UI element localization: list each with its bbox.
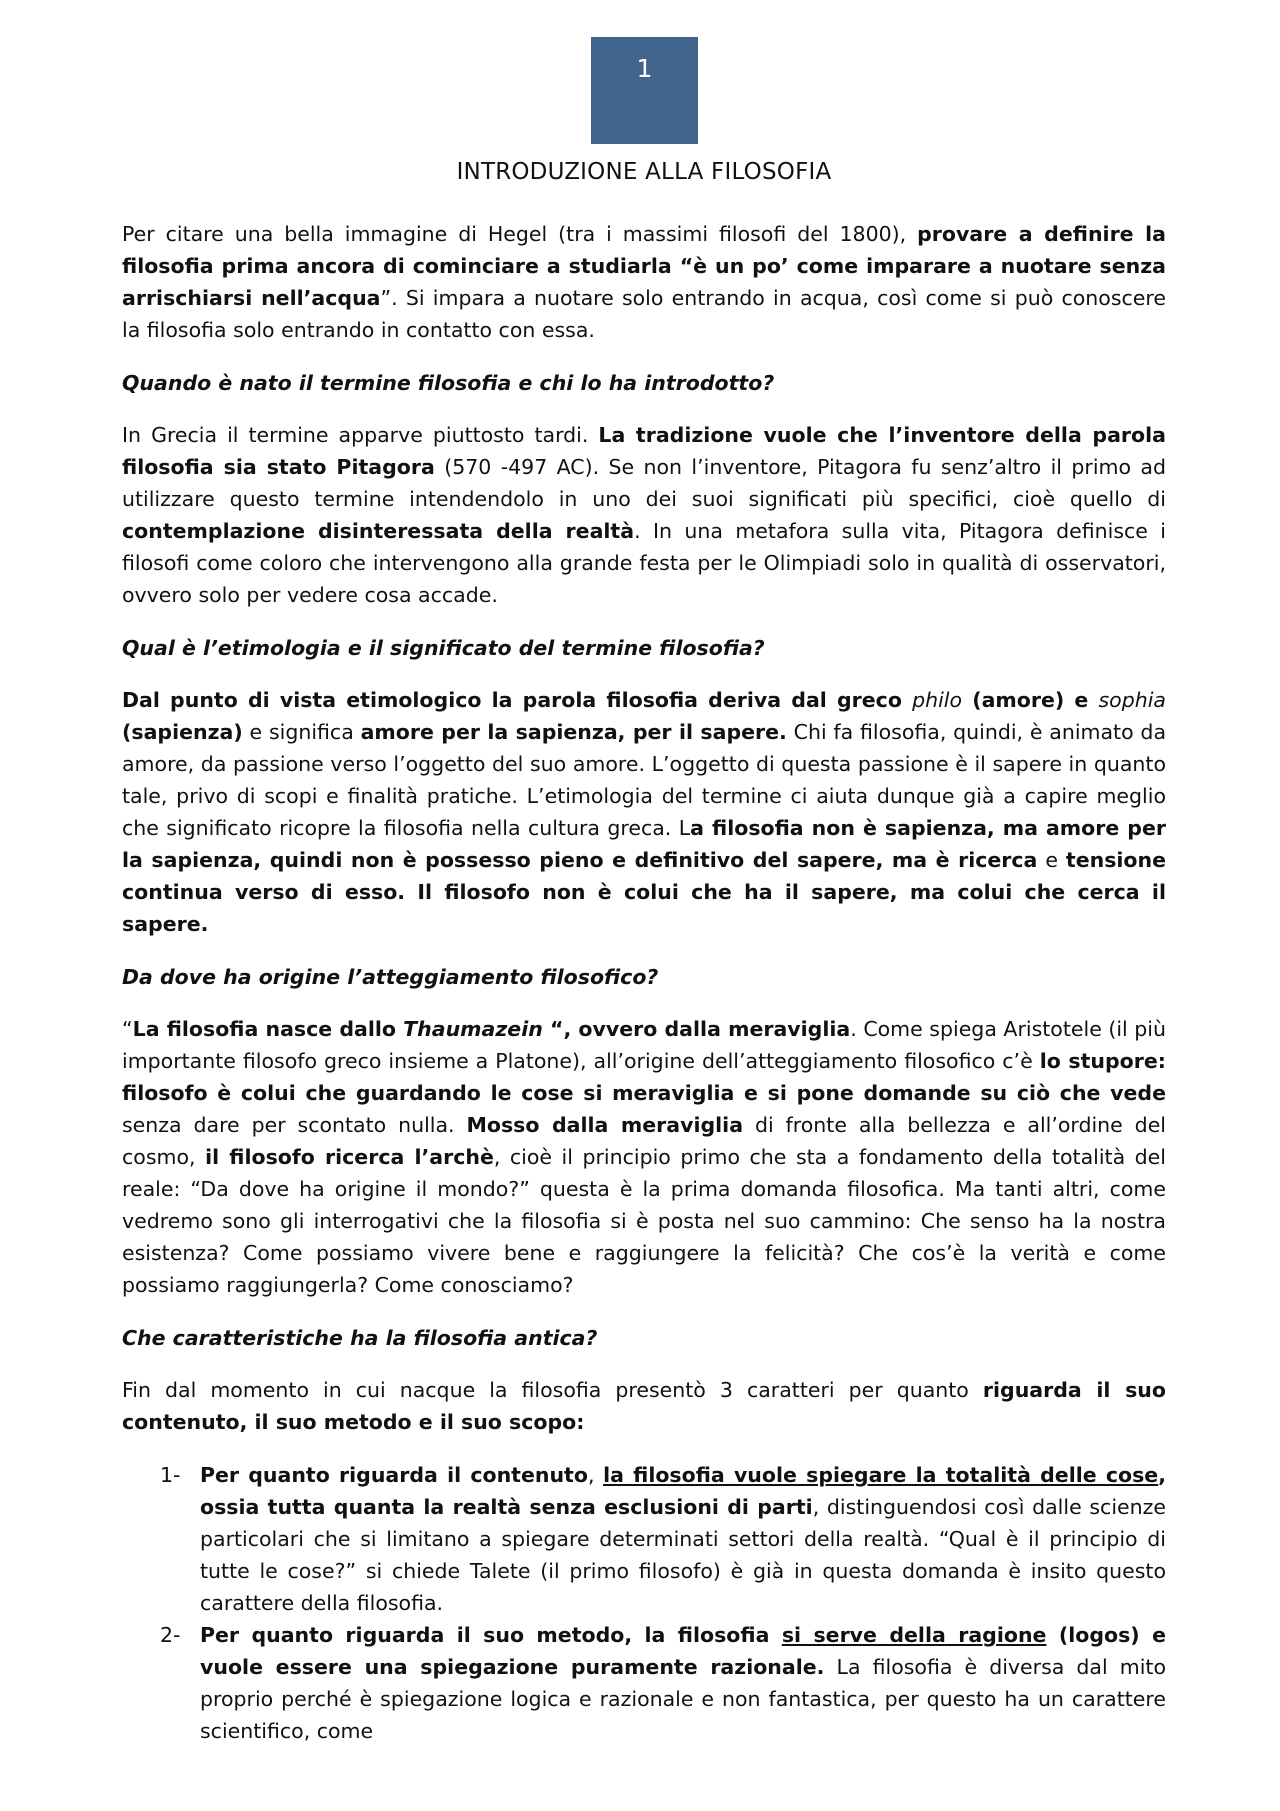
paragraph-pitagora: In Grecia il termine apparve piuttosto tardi. La tradizione vuole che l’inventore della parola filosofia sia stato Pitagora (570 -497 AC). Se non l’inventore, Pitagora fu senz’altro il primo ad utilizzare questo termine intendendolo in uno dei suoi significati più specifici, cioè quello di contemplazione disinteressata della realtà. In una metafora sulla vita, Pitagora definisce i filosofi come coloro che intervengono alla grande festa per le Olimpiadi solo in qualità di osservatori, ovvero solo per vedere cosa accade. bbox=[122, 423, 1166, 607]
list-item-content: 1- Per quanto riguarda il contenuto, la filosofia vuole spiegare la totalità delle cose, ossia tutta quanta la realtà senza esclusioni di parti, distinguendosi così dalle scienze particolari che si limitano a spiegare determinati settori della realtà. “Qual è il principio di tutte le cose?” si chiede Talete (il primo filosofo) è già in questa domanda è insito questo carattere della filosofia. bbox=[160, 1463, 1166, 1615]
question-origin-term: Quando è nato il termine filosofia e chi lo ha introdotto? bbox=[122, 371, 775, 395]
paragraph-hegel: Per citare una bella immagine di Hegel (tra i massimi filosofi del 1800), provare a definire la filosofia prima ancora di cominciare a studiarla “è un po’ come imparare a nuotare senza arrischiarsi nell’acqua”. Si impara a nuotare solo entrando in acqua, così come si può conoscere la filosofia solo entrando in contatto con essa. bbox=[122, 222, 1167, 342]
list-item-method: 2- Per quanto riguarda il suo metodo, la filosofia si serve della ragione (logos) e vuole essere una spiegazione puramente razionale. La filosofia è diversa dal mito proprio perché è spiegazione logica e razionale e non fantastica, per questo ha un carattere scientifico, come bbox=[160, 1623, 1166, 1743]
paragraph-thaumazein: “La filosofia nasce dallo Thaumazein “, ovvero dalla meraviglia. Come spiega Aristotele (il più importante filosofo greco insieme a Platone), all’origine dell’atteggiamento filosofico c’è lo stupore: filosofo è colui che guardando le cose si meraviglia e si pone domande su ciò che vede senza dare per scontato nulla. Mosso dalla meraviglia di fronte alla bellezza e all’ordine del cosmo, il filosofo ricerca l’archè, cioè il principio primo che sta a fondamento della totalità del reale: “Da dove ha origine il mondo?” questa è la prima domanda filosofica. Ma tanti altri, come vedremo sono gli interrogativi che la filosofia si è posta nel suo cammino: Che senso ha la nostra esistenza? Come possiamo vivere bene e raggiungere la felicità? Che cos’è la verità e come possiamo raggiungerla? Come conosciamo? bbox=[122, 1017, 1166, 1297]
characteristics-list bbox=[122, 1459, 1166, 1747]
document-body bbox=[122, 218, 1166, 1747]
question-ancient-characteristics: Che caratteristiche ha la filosofia antica? bbox=[122, 1326, 598, 1350]
question-etymology: Qual è l’etimologia e il significato del termine filosofia? bbox=[122, 636, 765, 660]
question-attitude-origin: Da dove ha origine l’atteggiamento filosofico? bbox=[122, 965, 659, 989]
document-title: INTRODUZIONE ALLA FILOSOFIA bbox=[456, 159, 832, 185]
page-number-box bbox=[591, 37, 698, 144]
paragraph-three-characters: Fin dal momento in cui nacque la filosofia presentò 3 caratteri per quanto riguarda il suo contenuto, il suo metodo e il suo scopo: bbox=[122, 1378, 1166, 1434]
page-number: 1 bbox=[636, 54, 653, 83]
paragraph-etymology: Dal punto di vista etimologico la parola filosofia deriva dal greco philo (amore) e sophia (sapienza) e significa amore per la sapienza, per il sapere. Chi fa filosofia, quindi, è animato da amore, da passione verso l’oggetto del suo amore. L’oggetto di questa passione è il sapere in quanto tale, privo di scopi e finalità pratiche. L’etimologia del termine ci aiuta dunque già a capire meglio che significato ricopre la filosofia nella cultura greca. La filosofia non è sapienza, ma amore per la sapienza, quindi non è possesso pieno e definitivo del sapere, ma è ricerca e tensione continua verso di esso. Il filosofo non è colui che ha il sapere, ma colui che cerca il sapere. bbox=[122, 688, 1167, 936]
